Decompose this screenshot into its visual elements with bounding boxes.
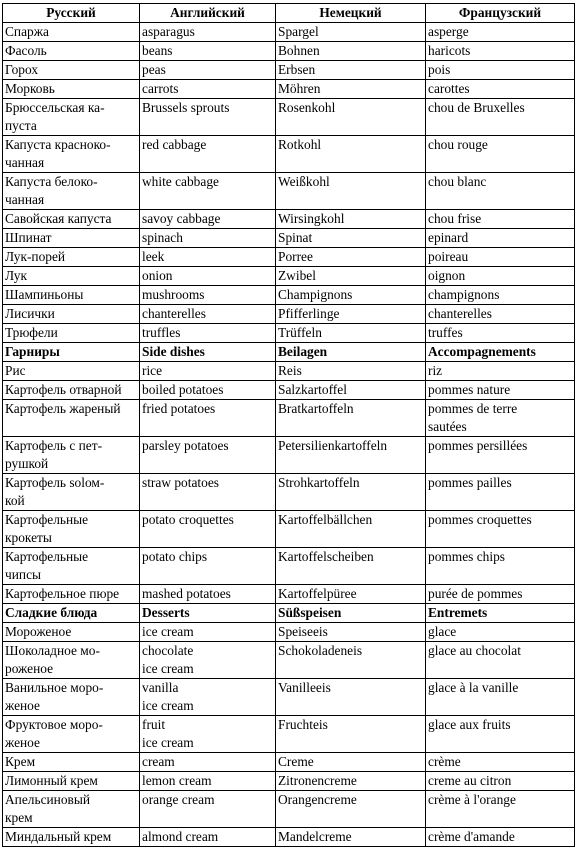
table-row [3, 511, 575, 548]
cell-english: peas [140, 61, 276, 80]
cell-french: Entremets [426, 604, 575, 623]
cell-english: cream [140, 753, 276, 772]
cell-french: creme au citron [426, 772, 575, 791]
cell-english: fruit ice cream [140, 716, 276, 753]
section-header-row [3, 343, 575, 362]
cell-german: Zitronencreme [276, 772, 426, 791]
cell-russian: Картофель solом- кой [3, 474, 140, 511]
cell-russian: Картофельное пюре [3, 585, 140, 604]
cell-french: glace au chocolat [426, 642, 575, 679]
cell-french: champignons [426, 286, 575, 305]
table-row [3, 828, 575, 847]
cell-french: haricots [426, 42, 575, 61]
table-row [3, 400, 575, 437]
cell-english: ice cream [140, 623, 276, 642]
table-row [3, 623, 575, 642]
table-row [3, 23, 575, 42]
cell-russian: Крем [3, 753, 140, 772]
cell-russian: Мороженое [3, 623, 140, 642]
cell-russian: Лук-порей [3, 248, 140, 267]
cell-russian: Брюссельская ка- пуста [3, 99, 140, 136]
table-row [3, 381, 575, 400]
cell-english: beans [140, 42, 276, 61]
cell-english: lemon cream [140, 772, 276, 791]
cell-english: Side dishes [140, 343, 276, 362]
table-row [3, 61, 575, 80]
cell-russian: Лук [3, 267, 140, 286]
cell-english: leek [140, 248, 276, 267]
cell-french: pommes croquettes [426, 511, 575, 548]
table-row [3, 80, 575, 99]
section-header-row [3, 604, 575, 623]
cell-french: pommes chips [426, 548, 575, 585]
table-row [3, 437, 575, 474]
cell-french: crème [426, 753, 575, 772]
cell-english: orange cream [140, 791, 276, 828]
cell-french: pommes pailles [426, 474, 575, 511]
cell-russian: Картофель с пет- рушкой [3, 437, 140, 474]
table-row [3, 267, 575, 286]
cell-english: chocolate ice cream [140, 642, 276, 679]
cell-english: Desserts [140, 604, 276, 623]
cell-english: potato chips [140, 548, 276, 585]
cell-german: Porree [276, 248, 426, 267]
cell-english: onion [140, 267, 276, 286]
cell-english: straw potatoes [140, 474, 276, 511]
cell-russian: Картофель жареный [3, 400, 140, 437]
cell-german: Zwibel [276, 267, 426, 286]
cell-german: Rosenkohl [276, 99, 426, 136]
cell-german: Kartoffelscheiben [276, 548, 426, 585]
cell-german: Creme [276, 753, 426, 772]
table-row [3, 642, 575, 679]
cell-french: glace à la vanille [426, 679, 575, 716]
cell-german: Salzkartoffel [276, 381, 426, 400]
table-row [3, 42, 575, 61]
cell-english: savoy cabbage [140, 210, 276, 229]
cell-russian: Картофельные чипсы [3, 548, 140, 585]
cell-russian: Лимонный крем [3, 772, 140, 791]
cell-russian: Спаржа [3, 23, 140, 42]
header-row [3, 4, 575, 23]
cell-russian: Апельсиновый крем [3, 791, 140, 828]
cell-french: chanterelles [426, 305, 575, 324]
cell-french: asperge [426, 23, 575, 42]
table-row [3, 548, 575, 585]
vocabulary-table [2, 3, 575, 847]
cell-french: chou blanc [426, 173, 575, 210]
cell-french: pommes de terre sautées [426, 400, 575, 437]
cell-german: Bratkartoffeln [276, 400, 426, 437]
table-row [3, 772, 575, 791]
cell-russian: Савойская капуста [3, 210, 140, 229]
cell-french: purée de pommes [426, 585, 575, 604]
cell-french: chou de Bruxelles [426, 99, 575, 136]
cell-german: Süßspeisen [276, 604, 426, 623]
cell-german: Kartoffelbällchen [276, 511, 426, 548]
cell-english: red cabbage [140, 136, 276, 173]
cell-russian: Картофельные крокеты [3, 511, 140, 548]
cell-english: carrots [140, 80, 276, 99]
cell-russian: Лисички [3, 305, 140, 324]
cell-french: Accompagnements [426, 343, 575, 362]
cell-russian: Горох [3, 61, 140, 80]
table-row [3, 229, 575, 248]
header-german: Немецкий [276, 4, 426, 23]
table-row [3, 585, 575, 604]
cell-russian: Картофель отварной [3, 381, 140, 400]
cell-german: Orangencreme [276, 791, 426, 828]
cell-german: Möhren [276, 80, 426, 99]
cell-russian: Трюфели [3, 324, 140, 343]
cell-french: chou rouge [426, 136, 575, 173]
cell-french: pommes persillées [426, 437, 575, 474]
cell-english: mashed potatoes [140, 585, 276, 604]
cell-french: truffes [426, 324, 575, 343]
cell-english: white cabbage [140, 173, 276, 210]
table-row [3, 716, 575, 753]
cell-german: Petersilienkartoffeln [276, 437, 426, 474]
header-english: Английский [140, 4, 276, 23]
cell-french: poireau [426, 248, 575, 267]
cell-french: riz [426, 362, 575, 381]
cell-russian: Гарниры [3, 343, 140, 362]
cell-russian: Шоколадное мо- роженое [3, 642, 140, 679]
cell-french: glace aux fruits [426, 716, 575, 753]
cell-russian: Фасоль [3, 42, 140, 61]
table-body [3, 23, 575, 847]
cell-russian: Шпинат [3, 229, 140, 248]
table-row [3, 474, 575, 511]
cell-russian: Капуста белоко- чанная [3, 173, 140, 210]
cell-english: vanilla ice cream [140, 679, 276, 716]
table-row [3, 210, 575, 229]
cell-french: carottes [426, 80, 575, 99]
cell-german: Wirsingkohl [276, 210, 426, 229]
table-row [3, 362, 575, 381]
cell-german: Erbsen [276, 61, 426, 80]
cell-russian: Фруктовое моро- женое [3, 716, 140, 753]
cell-german: Vanilleeis [276, 679, 426, 716]
cell-english: parsley potatoes [140, 437, 276, 474]
cell-russian: Миндальный крем [3, 828, 140, 847]
cell-english: boiled potatoes [140, 381, 276, 400]
cell-german: Rotkohl [276, 136, 426, 173]
cell-german: Beilagen [276, 343, 426, 362]
cell-french: chou frise [426, 210, 575, 229]
cell-german: Strohkartoffeln [276, 474, 426, 511]
cell-german: Fruchteis [276, 716, 426, 753]
cell-russian: Сладкие блюда [3, 604, 140, 623]
cell-german: Reis [276, 362, 426, 381]
header-french: Французский [426, 4, 575, 23]
cell-german: Bohnen [276, 42, 426, 61]
cell-german: Champignons [276, 286, 426, 305]
cell-english: rice [140, 362, 276, 381]
cell-german: Trüffeln [276, 324, 426, 343]
cell-russian: Морковь [3, 80, 140, 99]
cell-russian: Ванильное моро- женое [3, 679, 140, 716]
table-row [3, 173, 575, 210]
cell-french: crème à l'orange [426, 791, 575, 828]
cell-russian: Капуста красноко- чанная [3, 136, 140, 173]
cell-english: truffles [140, 324, 276, 343]
cell-english: fried potatoes [140, 400, 276, 437]
cell-german: Weißkohl [276, 173, 426, 210]
cell-german: Speiseeis [276, 623, 426, 642]
cell-french: glace [426, 623, 575, 642]
cell-english: Brussels sprouts [140, 99, 276, 136]
header-russian: Русский [3, 4, 140, 23]
cell-french: oignon [426, 267, 575, 286]
cell-english: chanterelles [140, 305, 276, 324]
cell-english: mushrooms [140, 286, 276, 305]
cell-french: pois [426, 61, 575, 80]
cell-german: Pfifferlinge [276, 305, 426, 324]
table-row [3, 286, 575, 305]
cell-french: epinard [426, 229, 575, 248]
cell-english: potato croquettes [140, 511, 276, 548]
table-row [3, 791, 575, 828]
cell-english: asparagus [140, 23, 276, 42]
cell-french: pommes nature [426, 381, 575, 400]
cell-german: Mandelcreme [276, 828, 426, 847]
cell-french: crème d'amande [426, 828, 575, 847]
cell-russian: Рис [3, 362, 140, 381]
table-row [3, 248, 575, 267]
cell-russian: Шампиньоны [3, 286, 140, 305]
cell-german: Spargel [276, 23, 426, 42]
cell-german: Schokoladeneis [276, 642, 426, 679]
table-row [3, 136, 575, 173]
table-row [3, 679, 575, 716]
table-row [3, 324, 575, 343]
cell-english: spinach [140, 229, 276, 248]
table-row [3, 99, 575, 136]
cell-german: Spinat [276, 229, 426, 248]
table-row [3, 305, 575, 324]
table-row [3, 753, 575, 772]
cell-english: almond cream [140, 828, 276, 847]
cell-german: Kartoffelpüree [276, 585, 426, 604]
